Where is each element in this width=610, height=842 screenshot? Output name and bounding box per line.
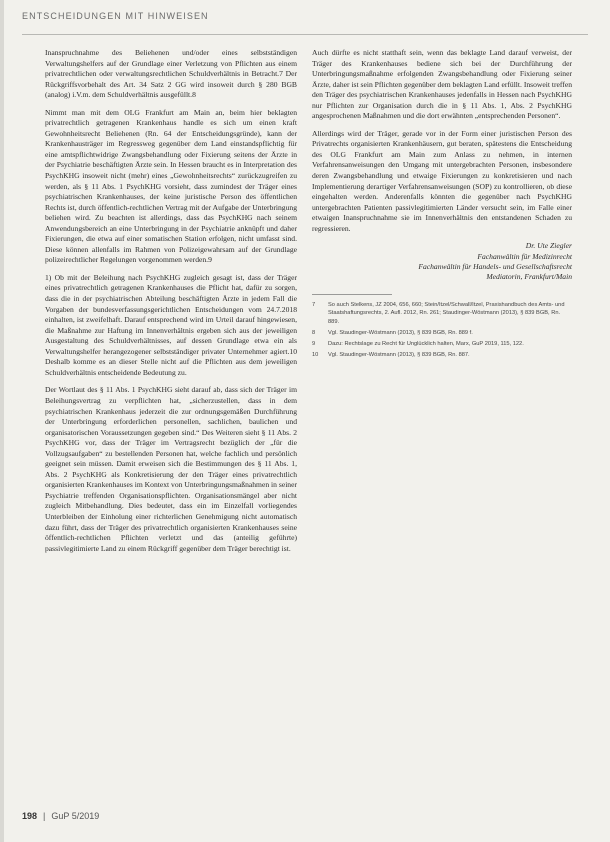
journal-issue: GuP 5/2019: [51, 811, 100, 821]
footnote: [312, 351, 572, 359]
footnote-number: 7: [312, 302, 316, 309]
header-rule: [22, 34, 588, 35]
footer-separator: |: [43, 811, 46, 821]
footnote-text: So auch Stelkens, JZ 2004, 656, 660; Stein/Itzel/Schwall/Itzel, Praxishandbuch des Amts- und Staatshaftungsrechts, 2. Aufl. 2012, Rn. 261; Staudinger-Wöstmann (2013), § 839 BGB, Rn. 889.: [328, 302, 565, 325]
section-header: ENTSCHEIDUNGEN MIT HINWEISEN: [22, 11, 209, 21]
right-column: [312, 48, 572, 362]
footnote-text: Vgl. Staudinger-Wöstmann (2013), § 839 BGB, Rn. 887.: [328, 352, 470, 359]
left-paragraph-2: Nimmt man mit dem OLG Frankfurt am Main an, beim hier beklagten privatrechtlich getragenen Krankenhaus handle es sich um einen kraft Gewohnheitsrecht Beliehenen (Rn. 64 der Entscheidungsgründe), kann der Krankenhausträger im Regressweg gegenüber dem Land einstandspflichtig für eine amtspflichtwidrige Zwangsbehandlung oder Fixierung seitens der Ärzte in der Psychiatrie beschäftigten Ärzte sein. In Hessen braucht es in Interpretation des PsychKHG insoweit nicht (mehr) eines „Gewohnheitsrechts“ zurückzugreifen zu werden, als § 11 Abs. 1 PsychKHG vorsieht, dass zumindest der Träger eines psychiatrischen Krankenhauses, der keine juristische Person des öffentlichen Rechts ist, durch öffentlich-rechtlichen Vertrag mit der Aufgabe der Unterbringung beliehen wird. Zu beachten ist allerdings, dass das PsychKHG nach seinem Anwendungsbereich an eine Unterbringung in der Psychiatrie anknüpft und daher Fixierungen, die etwa auf einer somatischen Station erfolgen, nicht umfasst sind. Diese können allenfalls im Rahmen von Polizeigewahrsam auf der Grundlage polizeirechtlicher Regelungen vorgenommen werden.9: [45, 107, 297, 265]
left-paragraph-1: Inanspruchnahme des Beliehenen und/oder eines selbstständigen Verwaltungshelfers auf der Grundlage einer Verletzung von Pflichten aus einem privatrechtlichen oder verwaltungsrechtlichen Schuldverhältnis in Betracht.7 Der Rückgriffsvorbehalt des Art. 34 Satz 2 GG wird insoweit durch § 280 BGB (analog) i.V.m. dem Schuldverhältnis ausgefüllt.8: [45, 48, 297, 100]
footnote: [312, 329, 572, 337]
footnote-rule: [312, 294, 392, 295]
footnote-text: Vgl. Staudinger-Wöstmann (2013), § 839 BGB, Rn. 889 f.: [328, 329, 473, 336]
footnote-text: Dazu: Rechtslage zu Recht für Unglücklich halten, Marx, GuP 2019, 115, 122.: [328, 340, 524, 347]
author-title-3: Mediatorin, Frankfurt/Main: [486, 271, 572, 281]
footnote: [312, 301, 572, 326]
right-paragraph-2: Allerdings wird der Träger, gerade vor in der Form einer juristischen Person des Privatrechts organisierten Krankenhäusern, gut beraten, spätestens die Entscheidung des OLG Frankfurt am Main zum Anlass zu nehmen, in internen Verfahrensanweisungen den Umgang mit untergebrachten Personen, insbesondere deren Zwangsbehandlung und etwaige Fixierungen zu konkretisieren und nach Implementierung derartiger Verfahrensanweisungen (SOP) zu kontrollieren, ob diese eingehalten werden. Anderenfalls könnten die gegenüber nach PsychKHG untergebrachten Patienten passivlegitimierten Länder versucht sein, im Falle einer etwaigen Inanspruchnahme sie im Innenverhältnis den entstandenen Schaden zu regressieren.: [312, 128, 572, 233]
left-paragraph-4: Der Wortlaut des § 11 Abs. 1 PsychKHG sieht darauf ab, dass sich der Träger im Beleihungsvertrag zu verpflichten hat, „sicherzustellen, dass in dem psychiatrischen Krankenhaus jederzeit die zur ordnungsgemäßen Durchführung der Unterbringung erforderlichen personellen, sachlichen, baulichen und organisatorischen Voraussetzungen gegeben sind.“ Des Weiteren sieht § 11 Abs. 2 PsychKHG vor, dass der Träger im Vertragsrecht bezüglich der „für die Vollzugsaufgaben“ zu bestellenden Personen hat, welche fachlich und persönlich geeignet sein müssen. Damit erweisen sich die Bestimmungen des § 11 Abs. 1, Abs. 2 PsychKHG als Konkretisierung der den Träger eines privatrechtlich organisierten Krankenhauses im Kontext von Unterbringungsmaßnahmen in seiner Psychiatrie treffenden Organisationspflichten. Organisationsmängel aber nicht zugleich Mitbehandlung. Dies bedeutet, dass ein im Einzelfall vorliegendes Unterbleiben der Einholung einer richterlichen Genehmigung nicht automatisch dazu führt, dass der Träger des privatrechtlich organisierten Krankenhauses seine öffentlich-rechtlichen Pflichten verletzt und das (anteilig geführte) passivlegitimierte Land zu einem Rückgriff gegenüber dem Träger berechtigt ist.: [45, 385, 297, 553]
footnote-number: 8: [312, 329, 316, 336]
page-footer: [22, 811, 99, 821]
left-column: [45, 48, 297, 561]
page-number: 198: [22, 811, 38, 821]
author-title-2: Fachanwältin für Handels- und Gesellschaftsrecht: [418, 261, 572, 271]
right-paragraph-1: Auch dürfte es nicht statthaft sein, wenn das beklagte Land darauf verweist, der Träger des Krankenhauses bediene sich bei der Durchführung der Unterbringungsmaßnahme erfolgenden Zwangsbehandlung oder Fixierung seiner Ärzte, daher ist sein Pflichten gegenüber dem beklagten Land erfüllt. Insoweit treffen den Träger des psychiatrischen Krankenhauses jedenfalls in Hessen nach PsychKHG nur Pflichten zur Organisation durch die in § 11 Abs. 1, Abs. 2 PsychKHG angesprochenen Maßnahmen und die dort erwähnten „entsprechenden Personen“.: [312, 48, 572, 121]
page-binding-edge: [0, 0, 4, 842]
footnote-number: 9: [312, 340, 316, 347]
footnote: [312, 340, 572, 348]
footnote-number: 10: [312, 352, 319, 359]
author-title-1: Fachanwältin für Medizinrecht: [477, 251, 572, 261]
author-signature: [312, 241, 572, 282]
author-name: Dr. Ute Ziegler: [525, 241, 572, 251]
left-paragraph-3: 1) Ob mit der Beleihung nach PsychKHG zugleich gesagt ist, dass der Träger eines privatrechtlich getragenen Krankenhauses die Pflicht hat, dafür zu sorgen, dass die in der psychiatrischen Abteilung beschäftigten Ärzte in jedem Fall die Vorgaben der bundesverfassungsgerichtlichen Entscheidungen vom 24.7.2018 einhalten, ist zweifelhaft. Darauf entsprechend wird im Urteil darauf hingewiesen, die Maßnahme zur Haftung im Innenverhältnis ergeben sich aus der jeweiligen Ausgestaltung des Schuldverhältnisses, auf dessen Grundlage etwa ein als Verwaltungshelfer herangezogener selbstständiger privater Unternehmer agiert.10 Deshalb komme es an dieser Stelle nicht auf die Pflichten aus dem jeweiligen Schuldverhältnis entscheidende Bedeutung zu.: [45, 272, 297, 377]
